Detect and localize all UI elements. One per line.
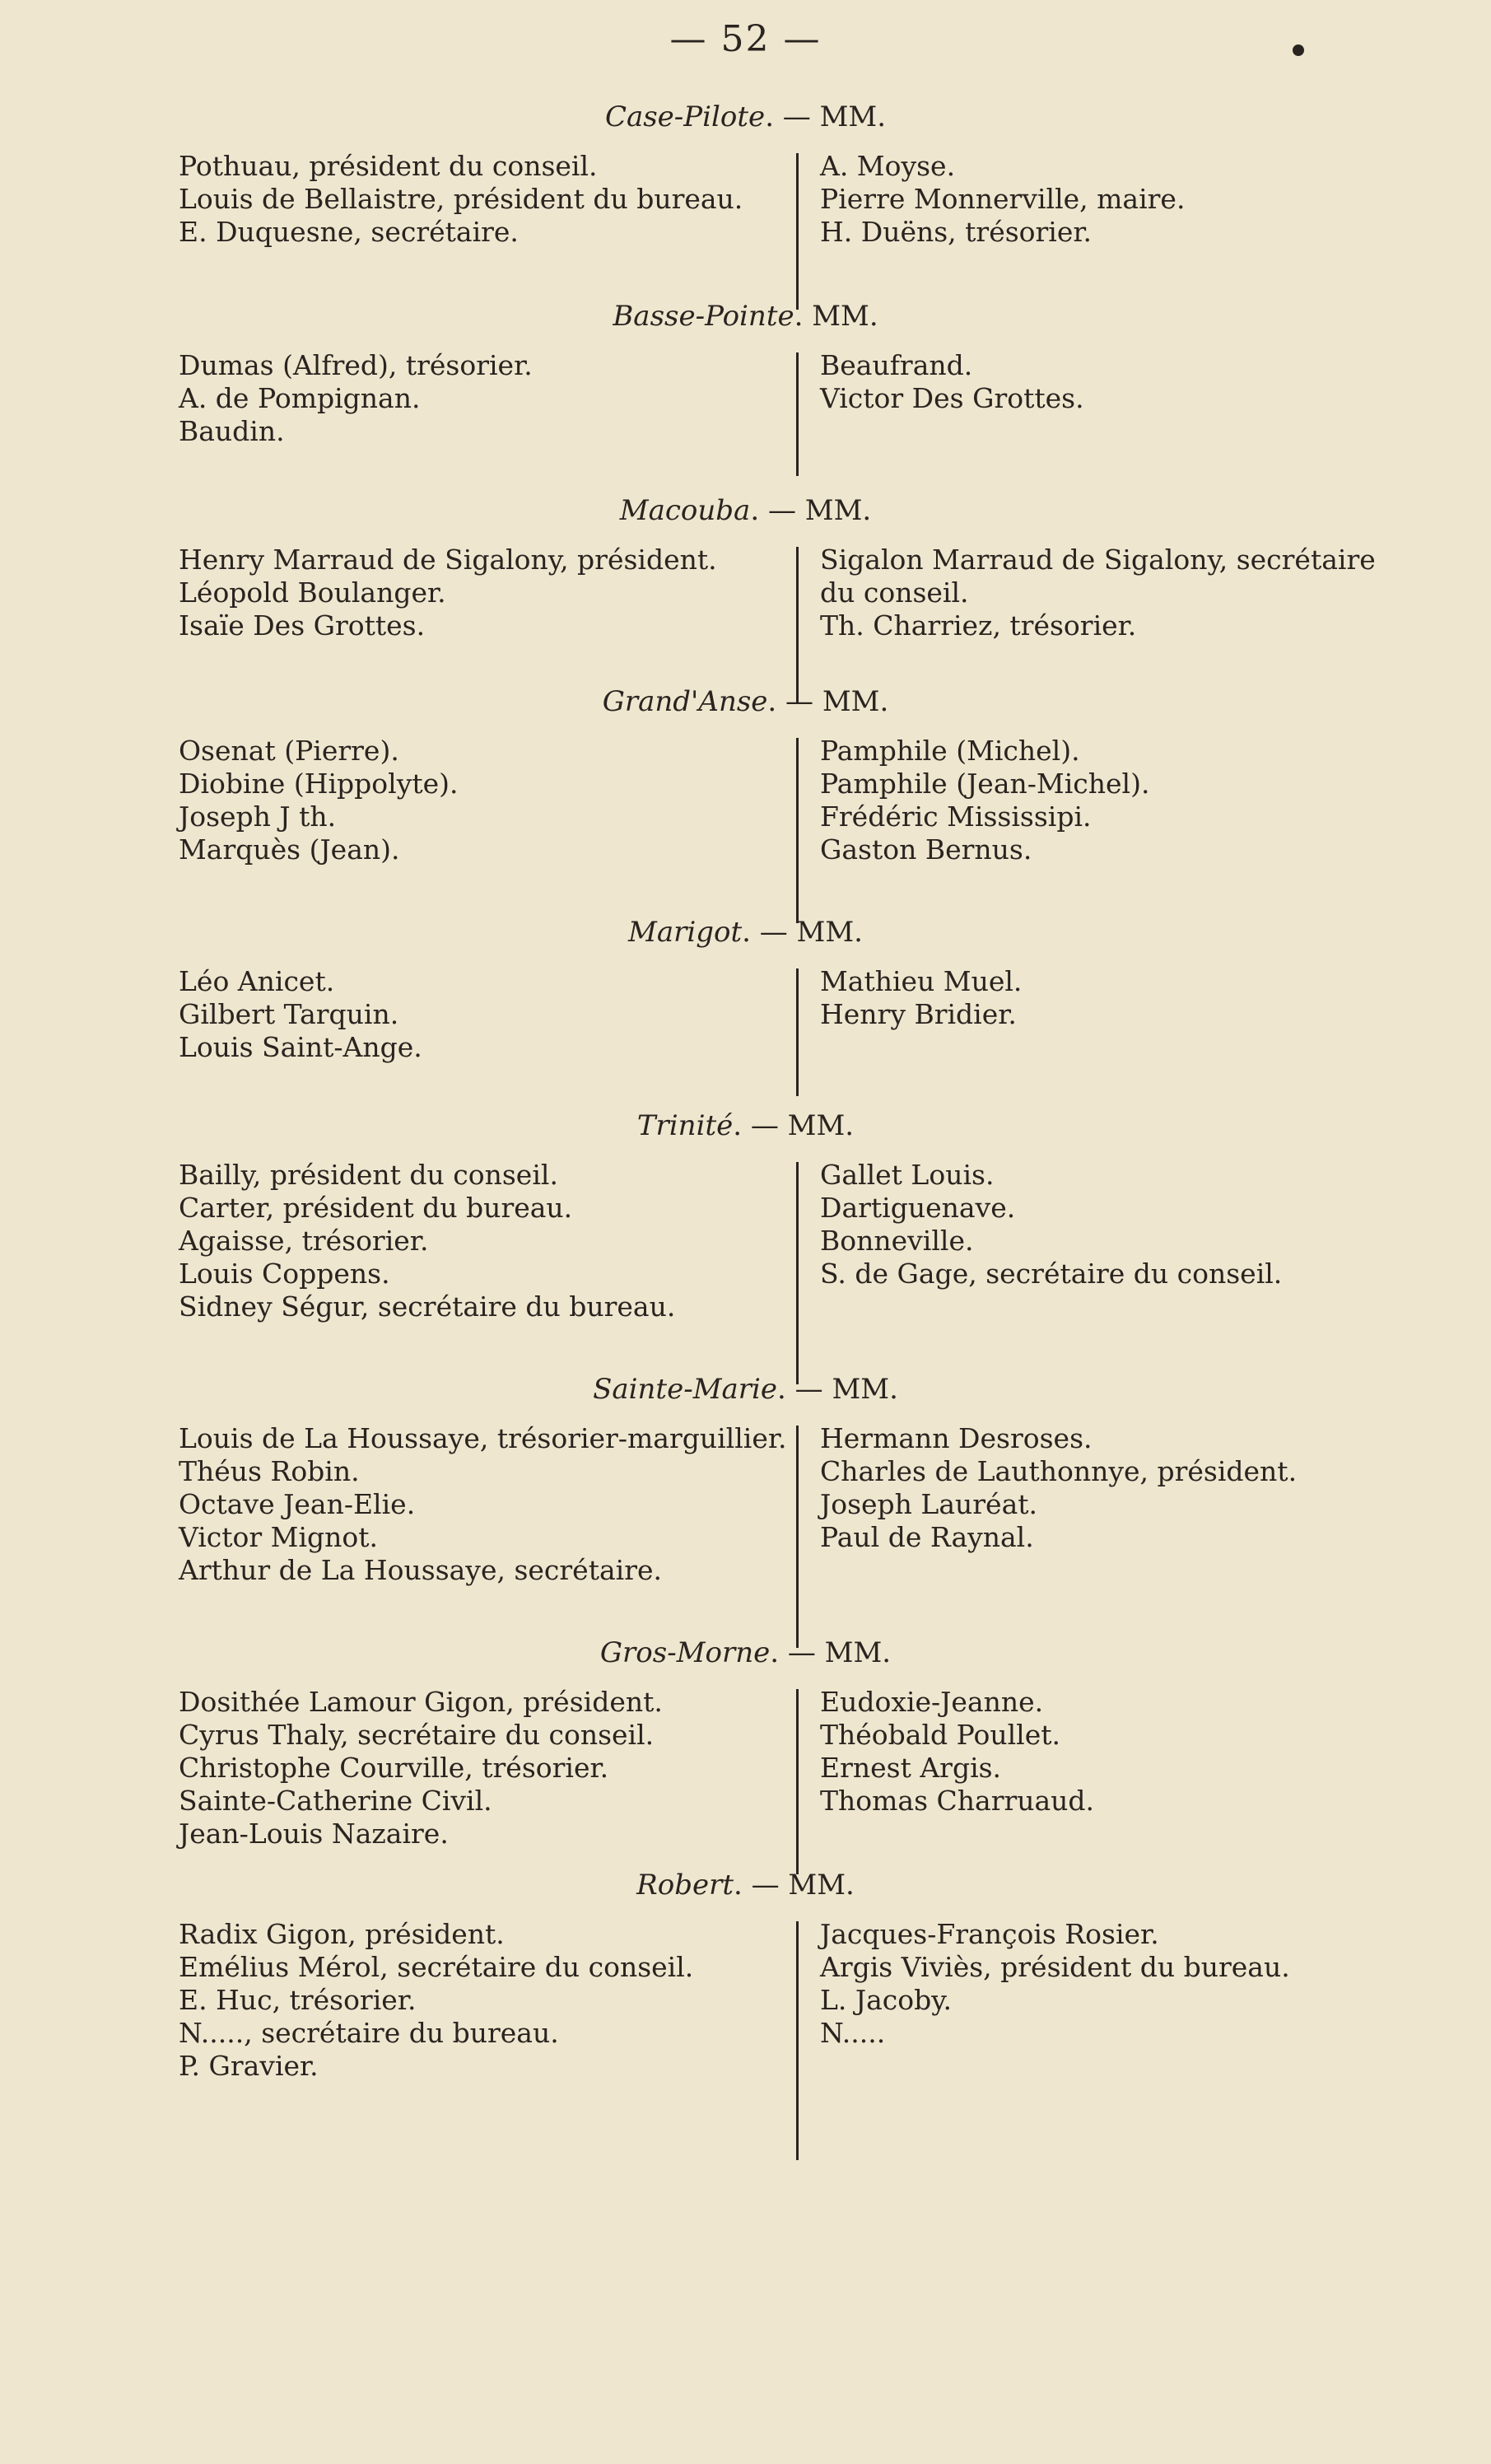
- ink-dot: [1293, 44, 1304, 56]
- member-entry: Henry Marraud de Sigalony, président.: [179, 544, 717, 576]
- member-entry: Joseph J th.: [179, 800, 337, 833]
- right-column: [820, 150, 1185, 249]
- member-entry: Mathieu Muel.: [820, 965, 1023, 997]
- heading-suffix: . — MM.: [734, 1869, 855, 1902]
- commune-name: Marigot: [628, 916, 743, 949]
- section-heading: [0, 492, 1491, 529]
- member-entry: Louis de La Houssaye, trésorier-marguillier.: [179, 1422, 787, 1454]
- section-heading: [0, 1371, 1491, 1407]
- member-entry: Hermann Desroses.: [820, 1422, 1093, 1454]
- member-entry: E. Huc, trésorier.: [179, 1984, 417, 2016]
- section-heading: [0, 914, 1491, 950]
- member-entry: Pamphile (Michel).: [820, 735, 1080, 767]
- member-entry: du conseil.: [820, 576, 969, 609]
- section-heading: [0, 298, 1491, 334]
- commune-name: Trinité: [636, 1109, 734, 1142]
- member-entry: Léo Anicet.: [179, 965, 335, 997]
- member-entry: Argis Viviès, président du bureau.: [820, 1951, 1290, 1983]
- left-column: [179, 735, 459, 866]
- column-divider: [796, 153, 799, 310]
- member-entry: P. Gravier.: [179, 2050, 319, 2082]
- section-heading: [0, 1635, 1491, 1671]
- column-divider: [796, 1921, 799, 2160]
- commune-name: Sainte-Marie: [593, 1373, 778, 1406]
- right-column: [820, 735, 1149, 866]
- member-entry: Sigalon Marraud de Sigalony, secrétaire: [820, 544, 1376, 576]
- member-entry: Gallet Louis.: [820, 1159, 995, 1191]
- member-entry: Frédéric Mississipi.: [820, 800, 1092, 833]
- page-number: — 52 —: [669, 18, 822, 60]
- member-entry: Beaufrand.: [820, 349, 973, 381]
- member-entry: Jacques-François Rosier.: [820, 1918, 1159, 1950]
- member-entry: Carter, président du bureau.: [179, 1192, 573, 1224]
- commune-name: Grand'Anse: [602, 685, 768, 718]
- column-divider: [796, 1689, 799, 1874]
- section-heading: [0, 99, 1491, 135]
- column-divider: [796, 738, 799, 923]
- heading-suffix: . MM.: [794, 300, 878, 333]
- member-entry: Louis Coppens.: [179, 1258, 390, 1290]
- commune-name: Basse-Pointe: [613, 300, 794, 333]
- heading-suffix: . — MM.: [767, 685, 889, 718]
- right-column: [820, 1686, 1094, 1818]
- member-entry: Bonneville.: [820, 1225, 974, 1257]
- member-entry: N....., secrétaire du bureau.: [179, 2017, 559, 2049]
- member-entry: Gaston Bernus.: [820, 833, 1032, 866]
- member-entry: Dartiguenave.: [820, 1192, 1016, 1224]
- section-heading: [0, 684, 1491, 720]
- member-entry: Arthur de La Houssaye, secrétaire.: [179, 1554, 662, 1586]
- member-entry: Emélius Mérol, secrétaire du conseil.: [179, 1951, 694, 1983]
- member-entry: Louis de Bellaistre, président du bureau.: [179, 183, 743, 215]
- member-entry: Victor Mignot.: [179, 1521, 379, 1553]
- right-column: [820, 1159, 1282, 1290]
- heading-suffix: . — MM.: [765, 100, 887, 133]
- member-entry: A. de Pompignan.: [179, 382, 421, 414]
- member-entry: Louis Saint-Ange.: [179, 1031, 422, 1063]
- member-entry: Ernest Argis.: [820, 1752, 1002, 1784]
- member-entry: Charles de Lauthonnye, président.: [820, 1455, 1298, 1487]
- heading-suffix: . — MM.: [750, 494, 872, 527]
- member-entry: Pierre Monnerville, maire.: [820, 183, 1186, 215]
- right-column: [820, 1422, 1297, 1554]
- section-heading: [0, 1108, 1491, 1144]
- heading-suffix: . — MM.: [770, 1636, 892, 1669]
- member-entry: Gilbert Tarquin.: [179, 998, 399, 1030]
- right-column: [820, 1918, 1290, 2050]
- member-entry: Diobine (Hippolyte).: [179, 768, 459, 800]
- commune-name: Robert: [636, 1869, 734, 1902]
- right-column: [820, 965, 1022, 1031]
- heading-suffix: . — MM.: [733, 1109, 855, 1142]
- member-entry: Pamphile (Jean-Michel).: [820, 768, 1150, 800]
- member-entry: Osenat (Pierre).: [179, 735, 399, 767]
- column-divider: [796, 1162, 799, 1384]
- member-entry: Dosithée Lamour Gigon, président.: [179, 1686, 663, 1718]
- member-entry: Marquès (Jean).: [179, 833, 400, 866]
- member-entry: Paul de Raynal.: [820, 1521, 1034, 1553]
- member-entry: Théus Robin.: [179, 1455, 360, 1487]
- member-entry: Sidney Ségur, secrétaire du bureau.: [179, 1290, 676, 1323]
- left-column: [179, 1159, 675, 1323]
- member-entry: L. Jacoby.: [820, 1984, 953, 2016]
- member-entry: Radix Gigon, président.: [179, 1918, 505, 1950]
- member-entry: Th. Charriez, trésorier.: [820, 609, 1137, 642]
- commune-name: Case-Pilote: [604, 100, 766, 133]
- commune-name: Macouba: [619, 494, 751, 527]
- right-column: [820, 544, 1376, 642]
- member-entry: Henry Bridier.: [820, 998, 1017, 1030]
- member-entry: Thomas Charruaud.: [820, 1785, 1095, 1817]
- member-entry: E. Duquesne, secrétaire.: [179, 216, 519, 248]
- left-column: [179, 544, 717, 642]
- member-entry: Sainte-Catherine Civil.: [179, 1785, 492, 1817]
- member-entry: Théobald Poullet.: [820, 1719, 1061, 1751]
- heading-suffix: . — MM.: [777, 1373, 898, 1406]
- heading-suffix: . — MM.: [742, 916, 863, 949]
- member-entry: Bailly, président du conseil.: [179, 1159, 558, 1191]
- column-divider: [796, 1426, 799, 1648]
- right-column: [820, 349, 1084, 415]
- left-column: [179, 1918, 693, 2083]
- column-divider: [796, 968, 799, 1096]
- section-heading: [0, 1867, 1491, 1903]
- left-column: [179, 349, 533, 448]
- member-entry: N.....: [820, 2017, 886, 2049]
- member-entry: Dumas (Alfred), trésorier.: [179, 349, 533, 381]
- member-entry: Agaisse, trésorier.: [179, 1225, 429, 1257]
- column-divider: [796, 547, 799, 703]
- member-entry: Victor Des Grottes.: [820, 382, 1084, 414]
- column-divider: [796, 352, 799, 476]
- member-entry: S. de Gage, secrétaire du conseil.: [820, 1258, 1283, 1290]
- commune-name: Gros-Morne: [599, 1636, 771, 1669]
- member-entry: Eudoxie-Jeanne.: [820, 1686, 1044, 1718]
- member-entry: Pothuau, président du conseil.: [179, 150, 598, 182]
- member-entry: Baudin.: [179, 415, 285, 447]
- member-entry: Octave Jean-Elie.: [179, 1488, 416, 1520]
- member-entry: Christophe Courville, trésorier.: [179, 1752, 609, 1784]
- member-entry: A. Moyse.: [820, 150, 956, 182]
- left-column: [179, 965, 422, 1064]
- member-entry: Joseph Lauréat.: [820, 1488, 1037, 1520]
- left-column: [179, 1422, 787, 1587]
- member-entry: Jean-Louis Nazaire.: [179, 1818, 449, 1850]
- left-column: [179, 150, 743, 249]
- member-entry: Léopold Boulanger.: [179, 576, 446, 609]
- member-entry: Cyrus Thaly, secrétaire du conseil.: [179, 1719, 655, 1751]
- left-column: [179, 1686, 663, 1850]
- member-entry: H. Duëns, trésorier.: [820, 216, 1093, 248]
- member-entry: Isaïe Des Grottes.: [179, 609, 426, 642]
